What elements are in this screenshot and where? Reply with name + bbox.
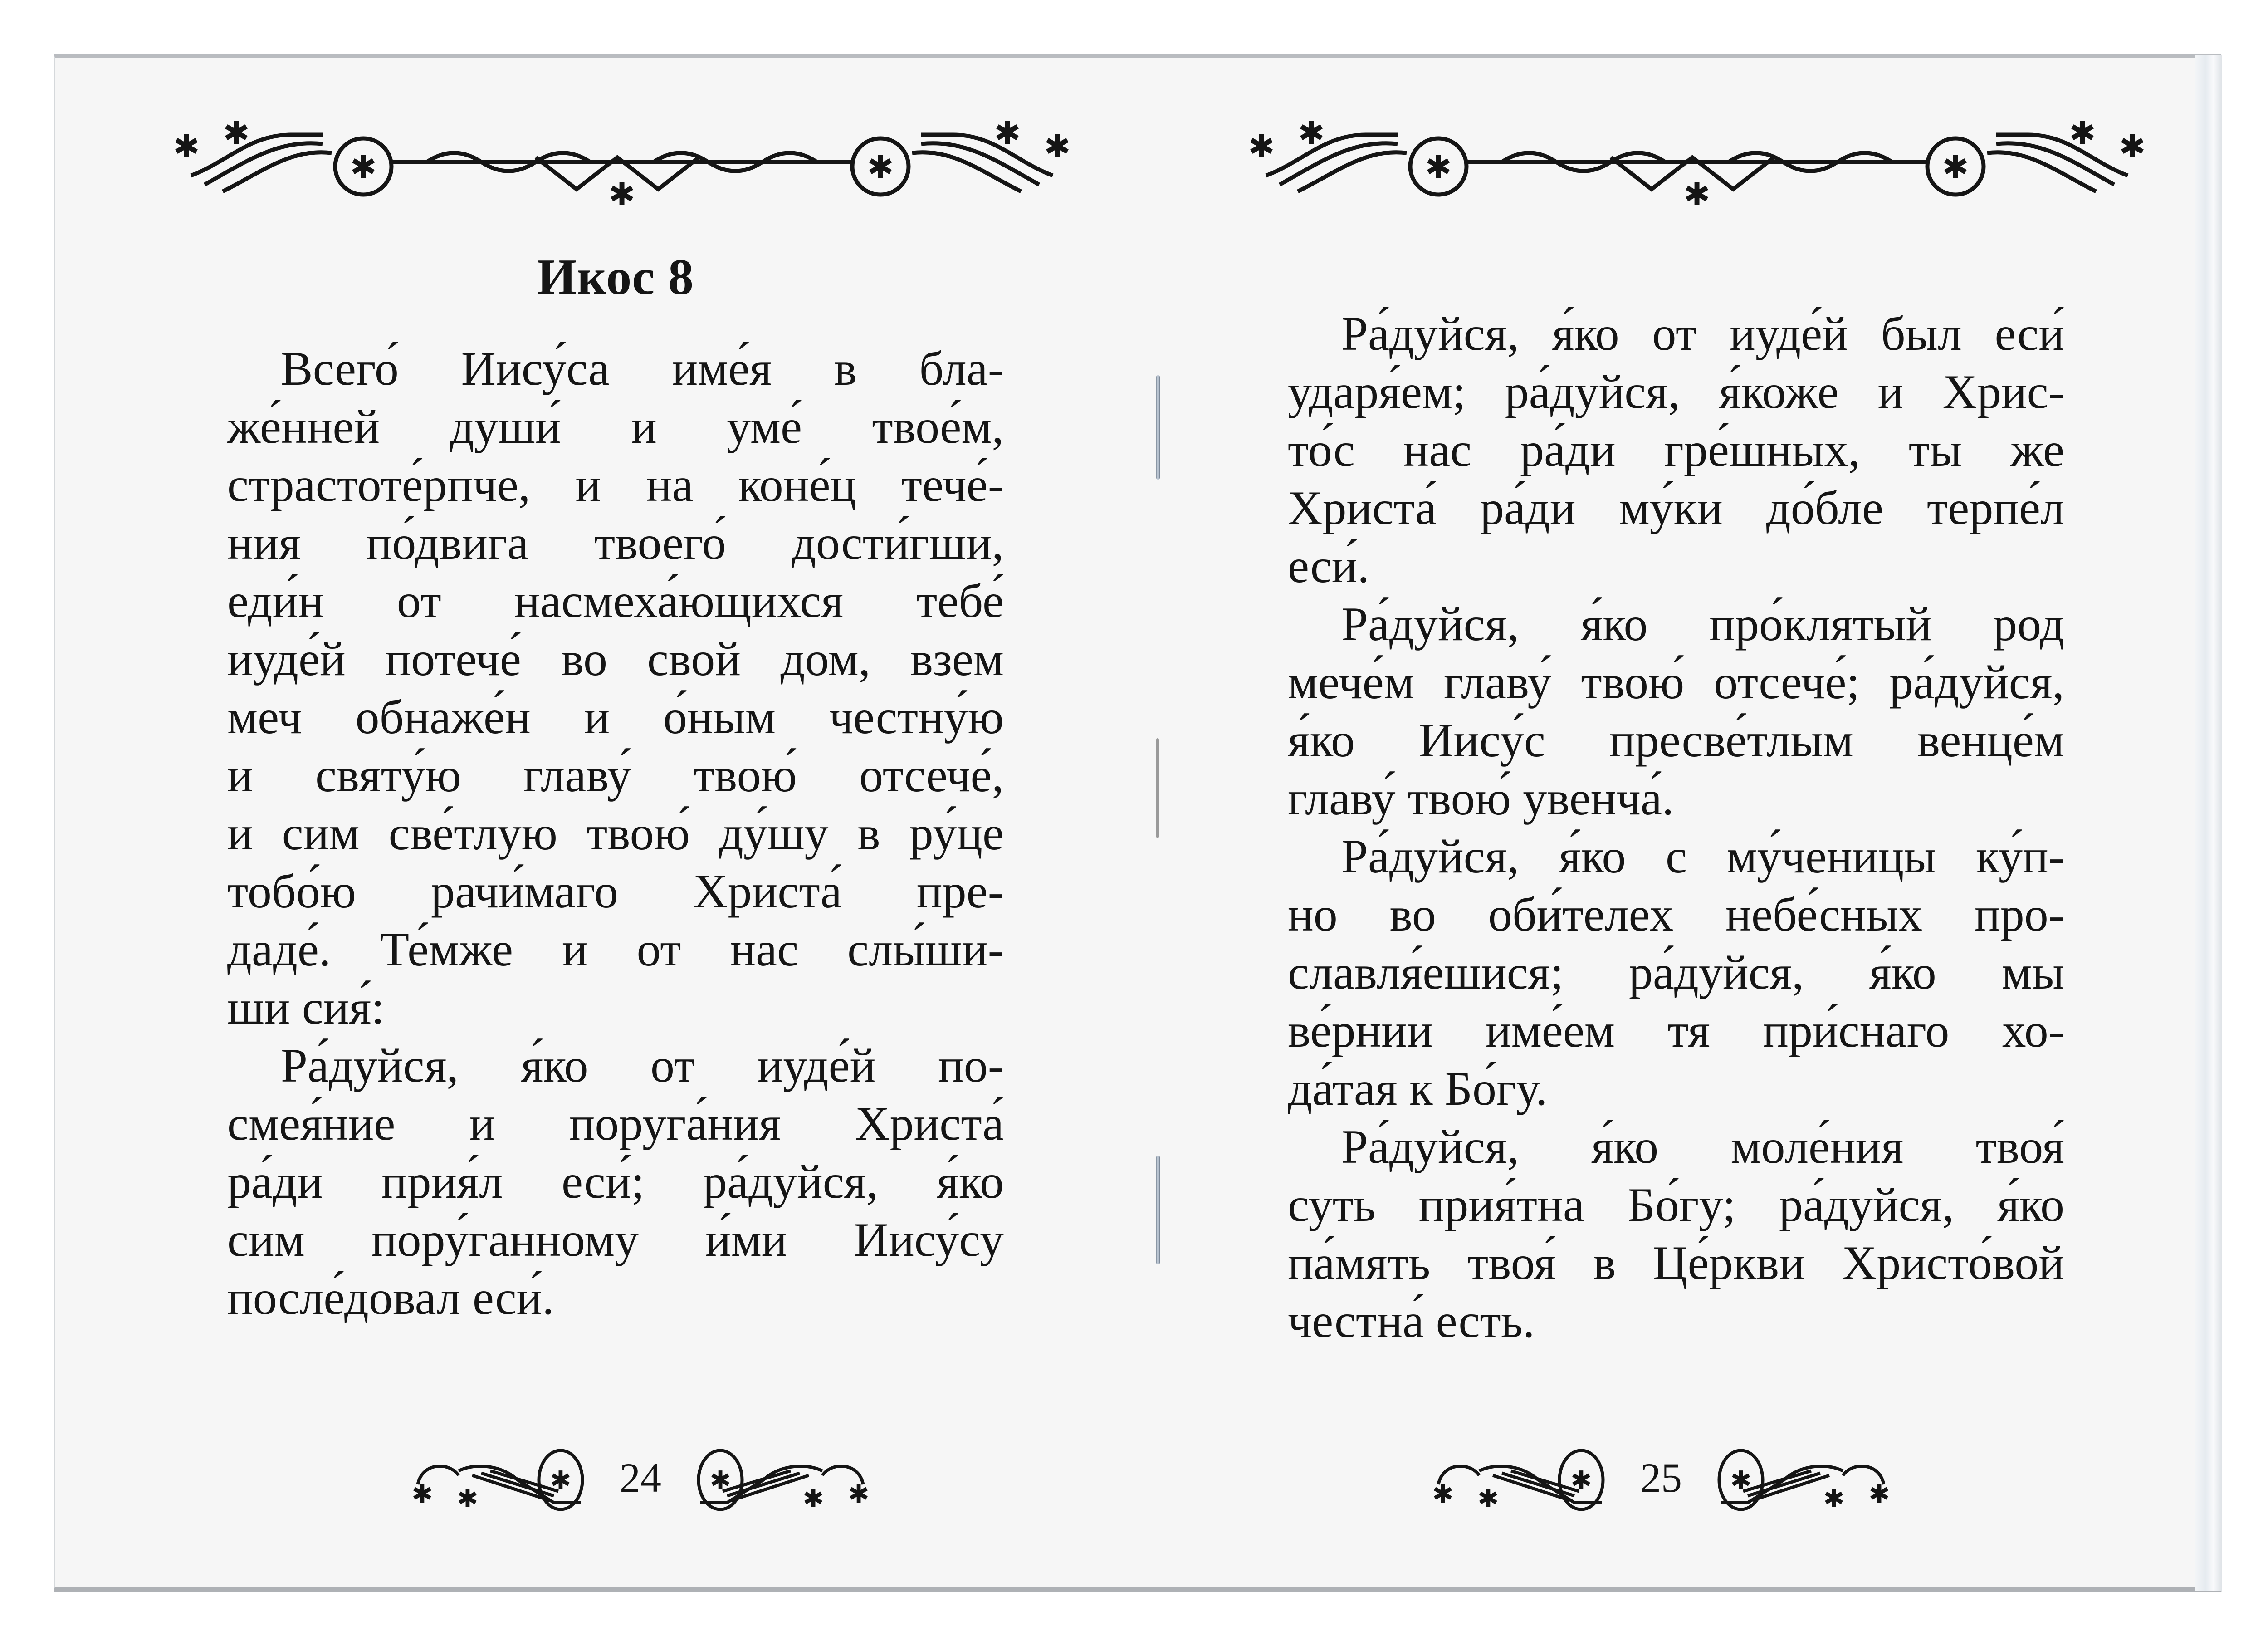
svg-text:✱: ✱ — [457, 1484, 479, 1512]
text-line: Ра́дуйся, я́ко моле́ния твоя́ — [1341, 1120, 2064, 1173]
svg-text:✱: ✱ — [1298, 114, 1325, 152]
paragraph — [227, 340, 1004, 1037]
svg-text:✱: ✱ — [1432, 1479, 1454, 1509]
right-page — [1144, 58, 2223, 1587]
page-number: 24 — [620, 1455, 661, 1501]
svg-text:✱: ✱ — [802, 1484, 824, 1512]
text-line: Ра́дуйся, я́ко от иуде́й по- — [281, 1039, 1004, 1092]
text-line: ве́рнии име́ем тя при́снаго хо- — [1288, 1004, 2064, 1057]
text-line: мече́м главу́ твою́ отсече́; ра́дуйся, — [1288, 656, 2064, 709]
text-line: и святу́ю главу́ твою́ отсече́, — [227, 749, 1004, 802]
svg-text:✱: ✱ — [848, 1479, 870, 1509]
text-line: ра́ди прия́л еси́; ра́дуйся, я́ко — [227, 1155, 1004, 1208]
text-line: еди́н от насмеха́ющихся тебе́ — [227, 574, 1004, 627]
svg-text:✱: ✱ — [173, 128, 200, 165]
svg-text:✱: ✱ — [1823, 1484, 1845, 1512]
right-page-text — [1288, 305, 2064, 1350]
svg-text:✱: ✱ — [2119, 128, 2146, 165]
svg-text:✱: ✱ — [1044, 128, 1071, 165]
text-line: же́нней души́ и уме́ твое́м, — [227, 400, 1004, 453]
svg-text:✱: ✱ — [1425, 148, 1452, 186]
left-page — [55, 58, 1144, 1587]
floral-footer-right-icon — [686, 1444, 877, 1512]
paragraph — [1288, 1118, 2064, 1350]
text-line: сим пору́ганному и́ми Иису́су — [227, 1213, 1004, 1266]
svg-text:✱: ✱ — [1683, 176, 1711, 207]
paragraph — [227, 1037, 1004, 1327]
svg-text:✱: ✱ — [223, 114, 250, 152]
text-line: Ра́дуйся, я́ко от иуде́й был еси́ — [1341, 307, 2064, 360]
svg-text:✱: ✱ — [1942, 148, 1969, 186]
text-line: Ра́дуйся, я́ко про́клятый род — [1341, 598, 2064, 651]
text-line: суть прия́тна Бо́гу; ра́дуйся, я́ко — [1288, 1178, 2064, 1231]
text-line: ши сия́: — [227, 981, 385, 1034]
text-line: и сим све́тлую твою́ ду́шу в ру́це — [227, 807, 1004, 860]
text-line: даде́. Те́мже и от нас слы́ши- — [227, 923, 1004, 976]
svg-text:✱: ✱ — [867, 148, 894, 186]
svg-text:✱: ✱ — [350, 148, 377, 186]
page-footer — [1425, 1437, 1897, 1519]
floral-header-ornament-icon — [1248, 108, 2146, 207]
svg-text:✱: ✱ — [994, 114, 1021, 152]
text-line: Христа́ ра́ди му́ки до́бле терпе́л — [1288, 481, 2064, 534]
text-line: ударя́ем; ра́дуйся, я́коже и Хрис- — [1288, 365, 2064, 418]
text-line: то́с нас ра́ди гре́шных, ты же — [1288, 423, 2064, 476]
text-line: я́ко Иису́с пресве́тлым венце́м — [1288, 714, 2064, 767]
text-line: меч обнаже́н и о́ным честну́ю — [227, 691, 1004, 744]
paragraph — [1288, 305, 2064, 595]
text-line: но во оби́телех небе́сных про- — [1288, 888, 2064, 941]
floral-header-ornament-icon — [173, 108, 1071, 207]
text-line: да́тая к Бо́гу. — [1288, 1062, 1548, 1115]
svg-text:✱: ✱ — [411, 1479, 433, 1509]
svg-text:✱: ✱ — [1477, 1484, 1499, 1512]
floral-footer-left-icon — [404, 1444, 595, 1512]
text-line: страстоте́рпче, и на коне́ц тече́- — [227, 458, 1004, 511]
page-footer — [404, 1437, 877, 1519]
text-line: после́довал еси́. — [227, 1271, 554, 1324]
text-line: Всего́ Иису́са име́я в бла- — [281, 342, 1004, 395]
text-line: славля́ешися; ра́дуйся, я́ко мы — [1288, 946, 2064, 999]
text-line: еси́. — [1288, 539, 1369, 593]
svg-text:✱: ✱ — [608, 176, 635, 207]
svg-text:✱: ✱ — [550, 1466, 572, 1495]
svg-text:✱: ✱ — [2069, 114, 2096, 152]
left-page-text — [227, 248, 1004, 1327]
open-book — [54, 54, 2222, 1592]
paragraph — [1288, 828, 2064, 1118]
floral-footer-right-icon — [1707, 1444, 1897, 1512]
floral-footer-left-icon — [1425, 1444, 1615, 1512]
text-line: честна́ есть. — [1288, 1294, 1535, 1347]
text-line: па́мять твоя́ в Це́ркви Христо́вой — [1288, 1236, 2064, 1289]
svg-text:✱: ✱ — [1730, 1466, 1752, 1495]
text-line: тобо́ю рачи́маго Христа́ пре- — [227, 865, 1004, 918]
text-line: смея́ние и поруга́ния Христа́ — [227, 1097, 1004, 1150]
text-line: Ра́дуйся, я́ко с му́ченицы ку́п- — [1341, 830, 2064, 883]
svg-text:✱: ✱ — [1868, 1479, 1890, 1509]
svg-text:✱: ✱ — [1248, 128, 1275, 165]
text-line: иуде́й потече́ во свой дом, взем — [227, 632, 1004, 686]
paragraph — [1288, 595, 2064, 828]
text-line: главу́ твою́ увенча́. — [1288, 772, 1674, 825]
page-number: 25 — [1640, 1455, 1682, 1501]
text-line: ния по́двига твоего́ дости́гши, — [227, 516, 1004, 569]
svg-text:✱: ✱ — [709, 1466, 731, 1495]
svg-text:✱: ✱ — [1570, 1466, 1592, 1495]
section-title: Икос 8 — [537, 249, 694, 305]
